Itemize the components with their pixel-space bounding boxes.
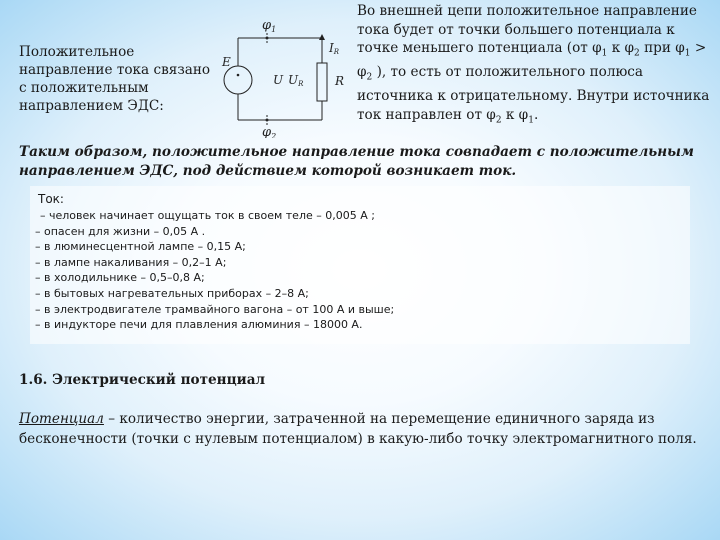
intro-text: Положительное направление тока связано с положительным направлением ЭДС:: [19, 44, 211, 114]
list-item: – опасен для жизни – 0,05 А .: [35, 224, 206, 238]
current-label: IR: [329, 41, 340, 56]
subscript: 2: [495, 115, 502, 126]
list-item: – человек начинает ощущать ток в своем теле – 0,005 А ;: [40, 209, 375, 222]
definition-term: Потенциал: [19, 411, 104, 427]
external-circuit-text: [357, 2, 712, 130]
conclusion-text: Таким образом, положительное направление тока совпадает с положительным направлением ЭДС, под действием которой возникает ток.: [19, 144, 694, 179]
voltage-label: U: [273, 73, 284, 87]
subscript: 2: [366, 72, 373, 83]
current-examples-list: [35, 208, 394, 333]
voltage-r-label: UR: [288, 73, 304, 88]
circuit-diagram: [218, 10, 358, 138]
text-fragment: к φ: [501, 106, 529, 123]
current-examples-box: [30, 186, 690, 344]
text-fragment: .: [533, 106, 539, 123]
subscript: 2: [634, 48, 640, 59]
text-fragment: при φ: [639, 40, 685, 56]
list-item: – в лампе накаливания – 0,2–1 А;: [35, 255, 227, 269]
subscript: 1: [684, 48, 691, 59]
section-heading: 1.6. Электрический потенциал: [19, 372, 266, 388]
list-item: – в люминесцентной лампе – 0,15 А;: [35, 240, 246, 254]
resistor-symbol: [317, 63, 327, 101]
phi2-label: $\varphi_2$: [262, 125, 277, 138]
list-item: – в холодильнике – 0,5–0,8 А;: [35, 271, 205, 285]
list-item: – в бытовых нагревательных приборах – 2–8 А;: [35, 286, 309, 300]
current-arrow-head: [319, 34, 325, 40]
current-box-title: Ток:: [38, 192, 64, 206]
list-item: – в электродвигателе трамвайного вагона – от 100 А и выше;: [35, 302, 395, 316]
text-fragment: к φ: [607, 40, 635, 56]
text-fragment: Во внешней цепи положительное направление тока будет от точки большего потенциала к точке меньшего потенциала (от φ: [357, 3, 697, 56]
node-top: [266, 37, 269, 40]
text-fragment: > φ: [357, 40, 707, 81]
list-item: – в индукторе печи для плавления алюминия – 18000 А.: [35, 318, 363, 332]
resistor-label: R: [335, 74, 345, 88]
text-fragment: ), то есть от положительного полюса источника к отрицательному. Внутри источника ток направлен от φ: [357, 64, 710, 123]
potential-definition: [19, 409, 709, 449]
subscript: 1: [528, 115, 534, 126]
phi1-label: $\varphi_1$: [262, 18, 277, 34]
emf-label: E: [222, 55, 231, 69]
node-bottom: [266, 119, 269, 122]
emf-source-symbol: [224, 66, 252, 94]
definition-text: – количество энергии, затраченной на перемещение единичного заряда из бесконечности (точки с нулевым потенциалом) в какую-либо точку электромагнитного поля.: [19, 411, 697, 447]
source-terminal-dot: [237, 74, 240, 77]
subscript: 1: [601, 48, 608, 59]
